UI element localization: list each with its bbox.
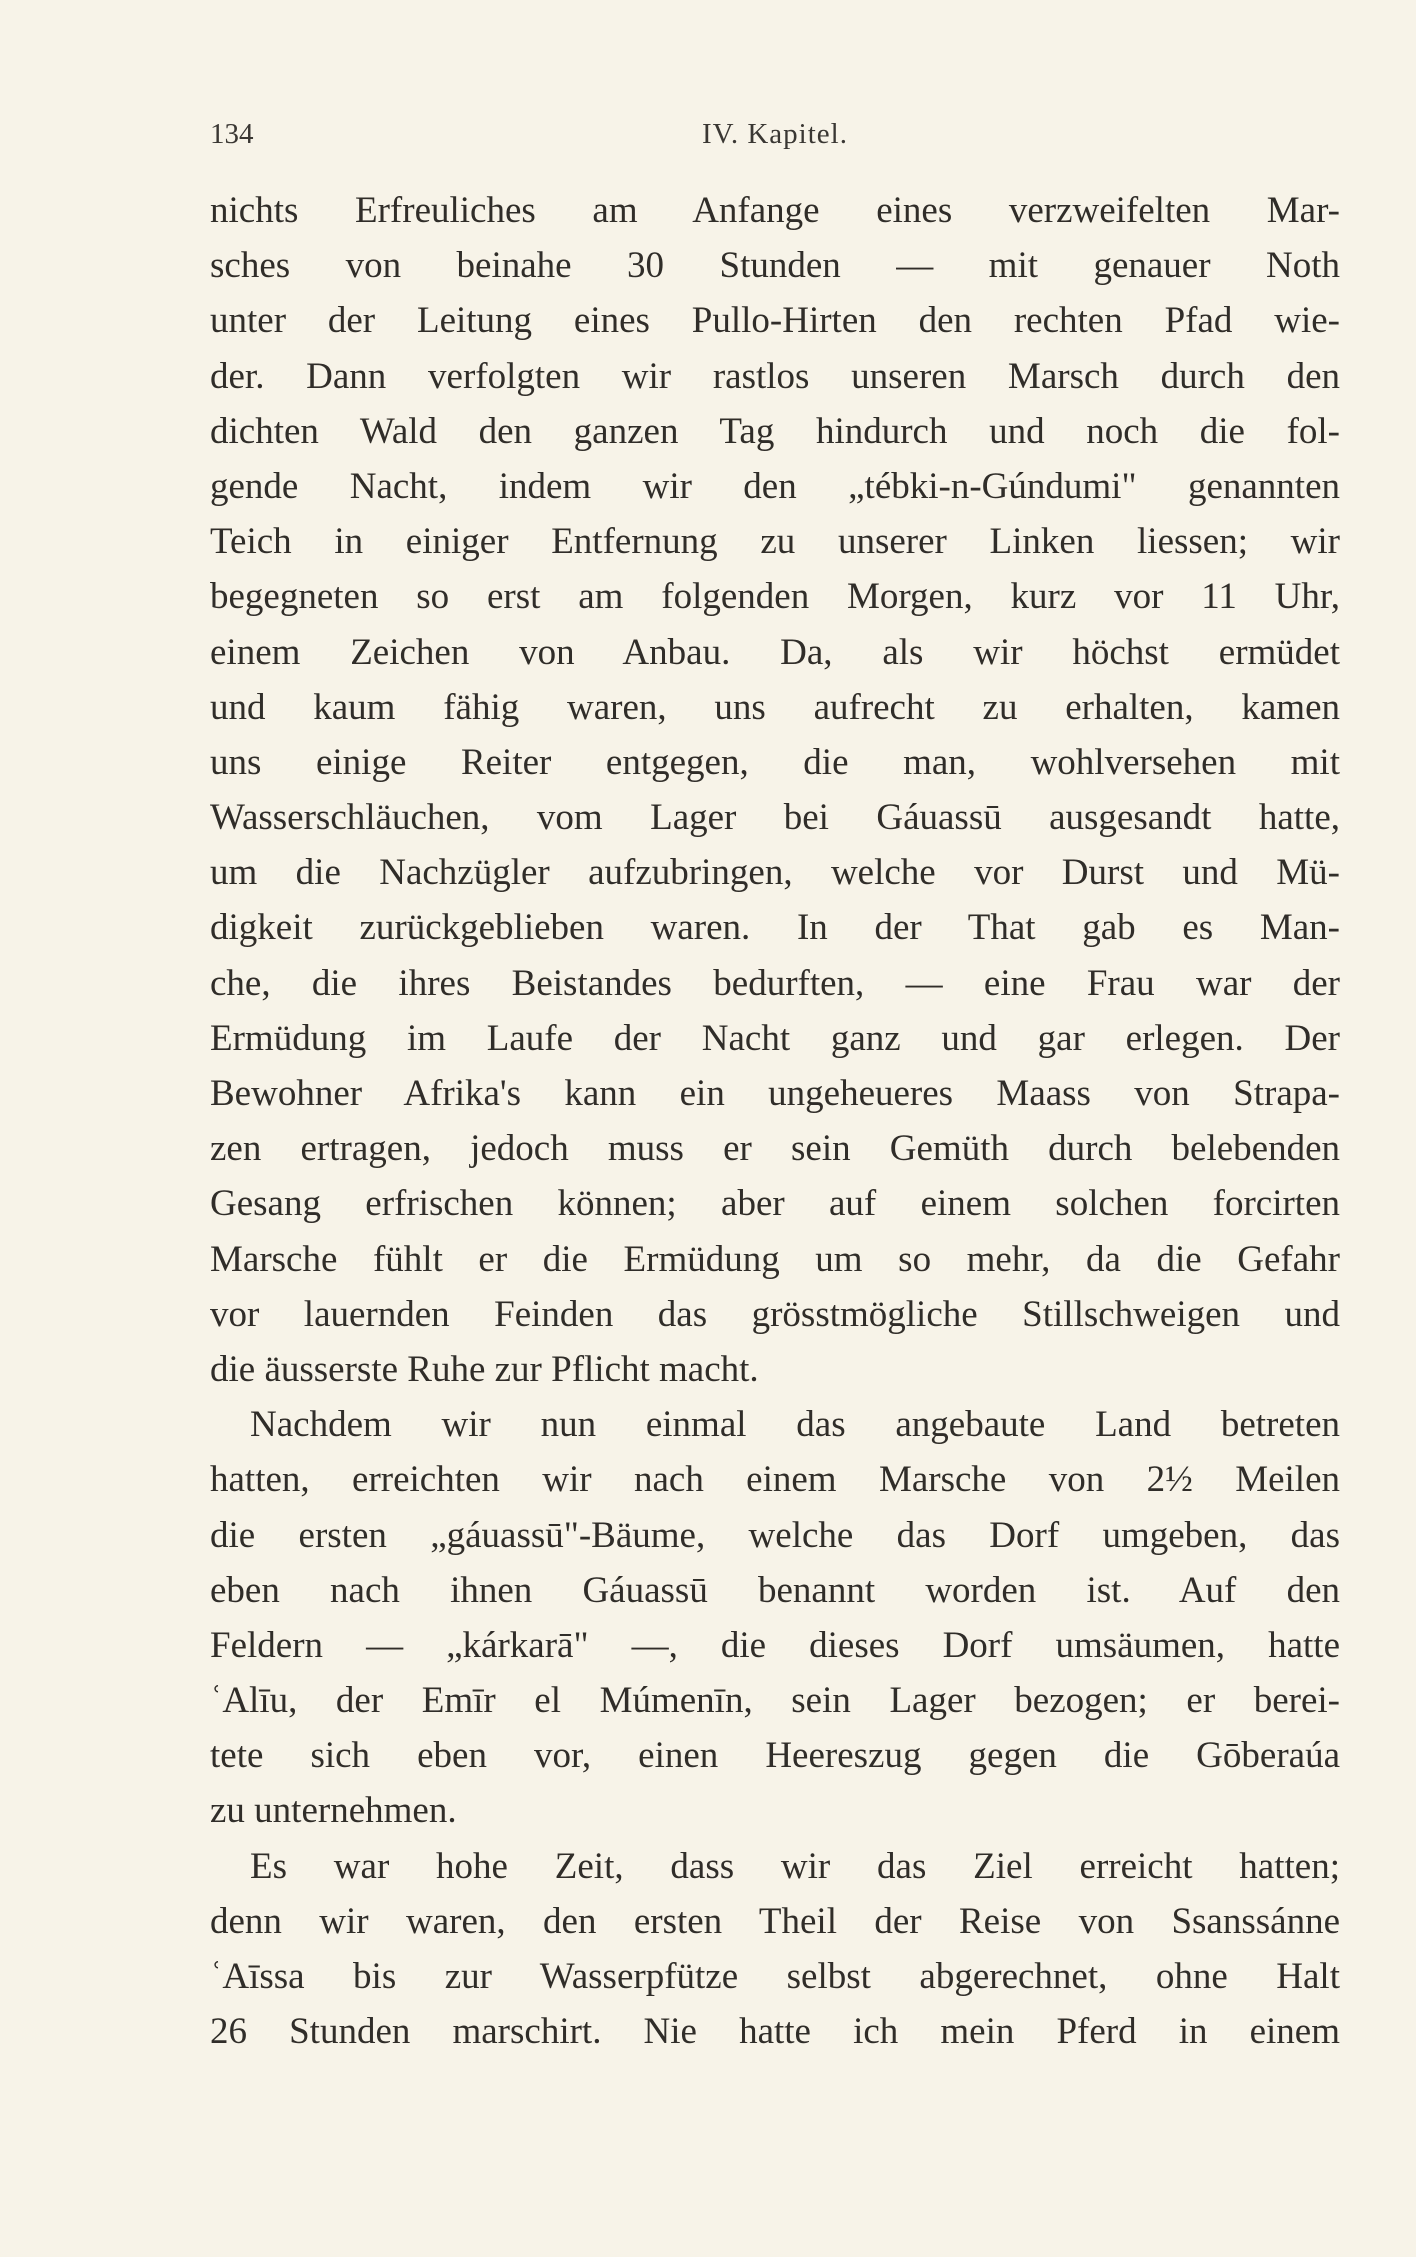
text-line: sches von beinahe 30 Stunden — mit genauer Noth: [210, 245, 1340, 287]
paragraph: [210, 1397, 1340, 1839]
text-line: Feldern — „kárkarā" —, die dieses Dorf umsäumen, hatte: [210, 1624, 1340, 1666]
text-line: und kaum fähig waren, uns aufrecht zu erhalten, kamen: [210, 686, 1340, 728]
text-line: che, die ihres Beistandes bedurften, — eine Frau war der: [210, 962, 1340, 1004]
text-line: Bewohner Afrika's kann ein ungeheueres Maass von Strapa-: [210, 1073, 1340, 1114]
text-line: digkeit zurückgeblieben waren. In der That gab es Man-: [210, 907, 1340, 949]
text-line: Teich in einiger Entfernung zu unserer Linken liessen; wir: [210, 521, 1340, 563]
text-line: Wasserschläuchen, vom Lager bei Gáuassū ausgesandt hatte,: [210, 797, 1340, 839]
text-line: die äusserste Ruhe zur Pflicht macht.: [210, 1348, 759, 1390]
text-line: ʿAīssa bis zur Wasserpfütze selbst abgerechnet, ohne Halt: [210, 1956, 1340, 1997]
text-line: Nachdem wir nun einmal das angebaute Land betreten: [250, 1404, 1340, 1446]
text-line: Gesang erfrischen können; aber auf einem solchen forcirten: [210, 1183, 1340, 1225]
text-line: dichten Wald den ganzen Tag hindurch und noch die fol-: [210, 410, 1340, 452]
text-line: begegneten so erst am folgenden Morgen, kurz vor 11 Uhr,: [210, 576, 1340, 618]
text-line: 26 Stunden marschirt. Nie hatte ich mein Pferd in einem: [210, 2011, 1340, 2053]
text-line: eben nach ihnen Gáuassū benannt worden ist. Auf den: [210, 1569, 1340, 1611]
text-line: uns einige Reiter entgegen, die man, wohlversehen mit: [210, 741, 1340, 783]
text-line: tete sich eben vor, einen Heereszug gegen die Gōberaúa: [210, 1735, 1340, 1777]
text-line: vor lauernden Feinden das grösstmögliche Stillschweigen und: [210, 1293, 1340, 1335]
text-line: die ersten „gáuassū"-Bäume, welche das Dorf umgeben, das: [210, 1514, 1340, 1556]
text-line: Ermüdung im Laufe der Nacht ganz und gar erlegen. Der: [210, 1017, 1340, 1059]
text-line: Es war hohe Zeit, dass wir das Ziel erreicht hatten;: [250, 1845, 1340, 1887]
body-text: [210, 183, 1340, 2059]
chapter-title: IV. Kapitel.: [702, 118, 848, 150]
text-line: der. Dann verfolgten wir rastlos unseren Marsch durch den: [210, 355, 1340, 397]
text-line: zu unternehmen.: [210, 1790, 457, 1832]
text-line: ʿAlīu, der Emīr el Múmenīn, sein Lager bezogen; er berei-: [210, 1680, 1340, 1722]
text-line: hatten, erreichten wir nach einem Marsche von 2½ Meilen: [210, 1459, 1340, 1501]
paragraph: [210, 1839, 1340, 2060]
text-line: gende Nacht, indem wir den „tébki-n-Gúndumi" genannten: [210, 465, 1340, 507]
page-number: 134: [210, 118, 254, 150]
running-head: [210, 118, 1340, 158]
text-line: Marsche fühlt er die Ermüdung um so mehr, da die Gefahr: [210, 1238, 1340, 1280]
text-line: zen ertragen, jedoch muss er sein Gemüth durch belebenden: [210, 1128, 1340, 1170]
text-line: um die Nachzügler aufzubringen, welche vor Durst und Mü-: [210, 852, 1340, 894]
text-line: unter der Leitung eines Pullo-Hirten den rechten Pfad wie-: [210, 300, 1340, 342]
text-line: denn wir waren, den ersten Theil der Reise von Ssanssánne: [210, 1900, 1340, 1942]
text-line: nichts Erfreuliches am Anfange eines verzweifelten Mar-: [210, 190, 1340, 231]
text-line: einem Zeichen von Anbau. Da, als wir höchst ermüdet: [210, 631, 1340, 673]
paragraph: [210, 183, 1340, 1397]
